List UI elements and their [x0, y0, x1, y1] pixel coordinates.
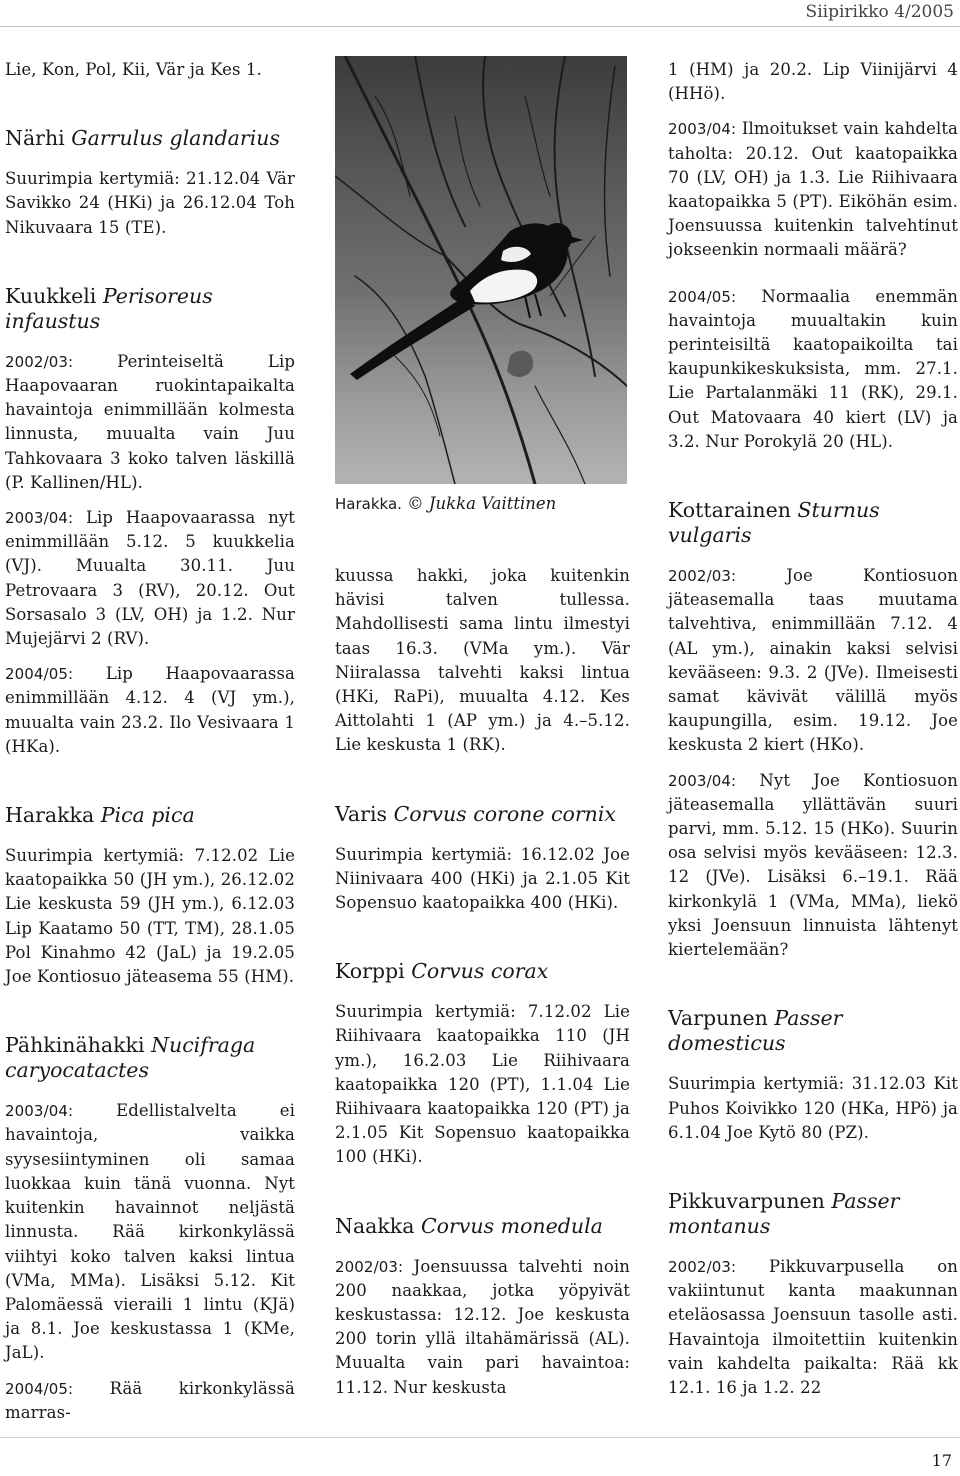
paragraph: 2004/05: Lip Haapovaarassa enimmillään 4.12. 4 (VJ ym.), muualta vain 23.2. Ilo Vesivaara 1 (HKa).	[5, 664, 295, 756]
page-number: 17	[931, 1451, 952, 1470]
column-1	[5, 58, 295, 1425]
species-heading-naakka: Naakka Corvus monedula	[335, 1213, 603, 1238]
species-heading-pikkuvarpunen: Pikkuvarpunen Passer montanus	[668, 1188, 900, 1238]
paragraph: 2004/05: Rää kirkonkylässä marras-	[5, 1378, 295, 1422]
column-3	[668, 58, 958, 1400]
paragraph: Suurimpia kertymiä: 16.12.02 Joe Niinivaara 400 (HKi) ja 2.1.05 Kit Sopensuo kaatopaikka 400 (HKi).	[335, 844, 630, 913]
paragraph: Suurimpia kertymiä: 7.12.02 Lie Riihivaara kaatopaikka 110 (JH ym.), 16.2.03 Lie Riihivaara kaatopaikka 120 (PT), 1.1.04 Lie Riihivaara kaatopaikka 120 (PT) ja 2.1.05 Kit Sopensuo kaatopaikka 100 (HKi).	[335, 1002, 630, 1167]
paragraph: 2002/03: Joe Kontiosuon jäteasemalla taas muutama talvehtiva, enimmillään 7.12. 4 (AL ym.), ainakin kaksi selvisi kevääseen: 9.3. 2 (JVe). Ilmeisesti samat kävivät välillä myös kaupungilla, esim. 19.12. Joe keskusta 2 kiert (HKo).	[668, 566, 958, 755]
paragraph: kuussa hakki, joka kuitenkin hävisi talven tullessa. Mahdollisesti sama lintu ilmestyi taas 16.3. (VMa ym.). Vär Niiralassa talvehti kaksi lintua (HKi, RaPi), muualta 4.12. Kes Aittolahti 1 (AP ym.) ja 4.–5.12. Lie keskusta 1 (RK).	[335, 566, 630, 755]
paragraph: Suurimpia kertymiä: 7.12.02 Lie kaatopaikka 50 (JH ym.), 26.12.02 Lie keskusta 59 (JH ym.), 6.12.03 Lip Kaatamo 50 (TT, TM), 28.1.05 Pol Kinahmo 42 (JaL) ja 19.2.05 Joe Kontiosuo jäteasema 55 (HM).	[5, 846, 295, 987]
paragraph: 2002/03: Perinteiseltä Lip Haapovaaran ruokintapaikalta havaintoja enimmillään kolmesta linnusta, muualta vain Juu Tahkovaara 3 koko talven läskillä (P. Kallinen/HL).	[5, 351, 295, 492]
species-heading-varis: Varis Corvus corone cornix	[335, 801, 616, 826]
issue-label: Siipirikko 4/2005	[805, 2, 954, 22]
paragraph: 2002/03: Pikkuvarpusella on vakiintunut kanta maakunnan eteläosassa Joensuun tasolle asti. Havaintoja ilmoitettiin kuitenkin vain kahdelta paikalta: Rää kk 12.1. 16 ja 1.2. 22	[668, 1256, 958, 1397]
paragraph: 2003/04: Lip Haapovaarassa nyt enimmillään 5.12. 5 kuukkelia (VJ). Muualta 30.11. Juu Petrovaara 3 (RV), 20.12. Out Sorsasalo 3 (LV, OH) ja 1.2. Nur Mujejärvi 2 (RV).	[5, 508, 295, 649]
intro-text: Lie, Kon, Pol, Kii, Vär ja Kes 1.	[5, 60, 262, 79]
paragraph: 2002/03: Joensuussa talvehti noin 200 naakkaa, jotka yöpyivät keskustassa: 12.12. Joe keskusta 200 torin yllä iltahämärissä (AL). Muualta vain pari havaintoa: 11.12. Nur keskusta	[335, 1256, 630, 1397]
species-heading-korppi: Korppi Corvus corax	[335, 959, 549, 984]
species-heading-harakka: Harakka Pica pica	[5, 803, 195, 828]
species-heading-pahkinahakki: Pähkinähakki Nucifraga caryocatactes	[5, 1033, 256, 1083]
paragraph: Suurimpia kertymiä: 21.12.04 Vär Savikko 24 (HKi) ja 26.12.04 Toh Nikuvaara 15 (TE).	[5, 169, 295, 237]
paragraph: 2003/04: Edellistalvelta ei havaintoja, vaikka syysesiintyminen oli samaa luokkaa kuin tänä vuonna. Nyt kuitenkin havainnot neljästä linnusta. Rää kirkonkylässä viihtyi koko talven kaksi lintua (VMa, MMa). Lisäksi 5.12. Kit Palomäessä vieraili 1 lintu (KJä) ja 8.1. Joe keskustassa 1 (KMe, JaL).	[5, 1101, 295, 1363]
magpie-photo	[335, 56, 627, 484]
species-heading-varpunen: Varpunen Passer domesticus	[668, 1006, 843, 1056]
species-heading-kuukkeli: Kuukkeli Perisoreus infaustus	[5, 283, 213, 333]
photo-caption: Harakka. © Jukka Vaittinen	[335, 494, 557, 513]
footer-rule	[0, 1437, 960, 1438]
paragraph: 1 (HM) ja 20.2. Lip Viinijärvi 4 (HHö).	[668, 60, 958, 104]
magpie-illustration	[335, 56, 627, 484]
column-2	[335, 58, 630, 1400]
species-heading-kottarainen: Kottarainen Sturnus vulgaris	[668, 498, 880, 548]
running-head	[0, 0, 960, 27]
paragraph: 2004/05: Normaalia enemmän havaintoja muualtakin kuin perinteisiltä kaatopaikoilta tai kaupunkikeskuksista, mm. 27.1. Lie Partalanmäki 11 (RK), 29.1. Out Matovaara 40 kiert (LV) ja 3.2. Nur Porokylä 20 (HL).	[668, 286, 958, 451]
paragraph: 2003/04: Nyt Joe Kontiosuon jäteasemalla yllättävän suuri parvi, mm. 5.12. 15 (HKo). Suurin osa selvisi myös kevääseen: 12.3. 12 (JVe). Lisäksi 6.–19.1. Rää kirkonkylä 1 (VMa, MMa), liekö yksi Joensuun linnuista lähtenyt kiertelemään?	[668, 770, 958, 960]
paragraph: Suurimpia kertymiä: 31.12.03 Kit Puhos Koivikko 120 (HKa, HPö) ja 6.1.04 Joe Kytö 80 (PZ).	[668, 1074, 958, 1142]
species-heading-narhi: Närhi Garrulus glandarius	[5, 126, 280, 151]
paragraph: 2003/04: Ilmoitukset vain kahdelta taholta: 20.12. Out kaatopaikka 70 (LV, OH) ja 1.3. Lie Riihivaara kaatopaikka 5 (PT). Eiköhän esim. Joensuussa kuitenkin talvehtinut jokseenkin normaali määrä?	[668, 119, 958, 260]
